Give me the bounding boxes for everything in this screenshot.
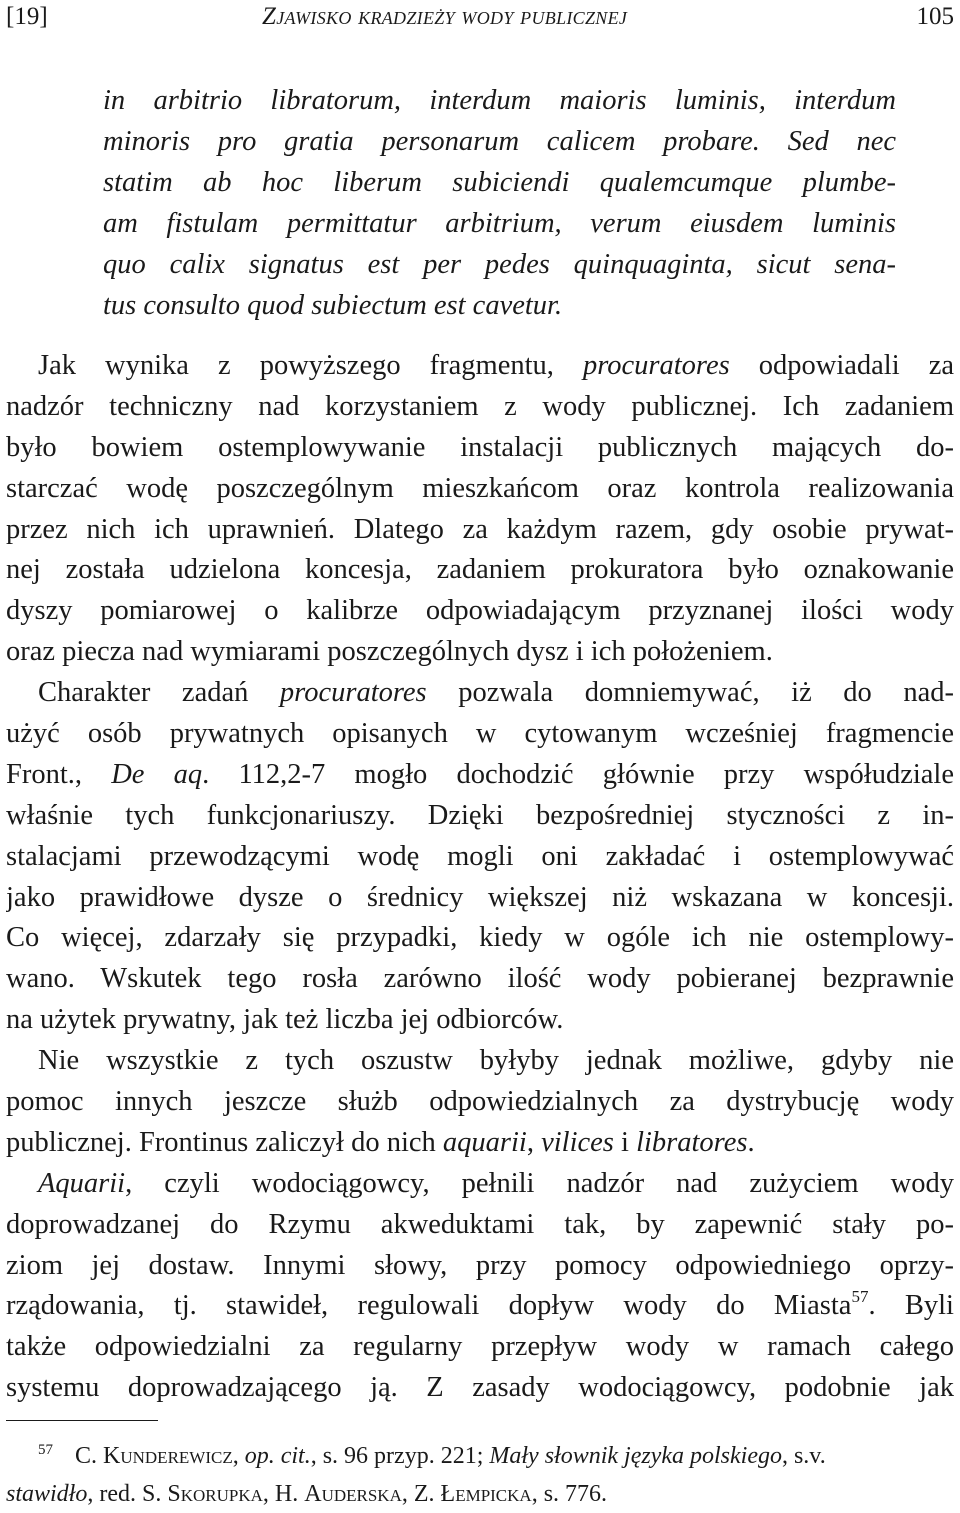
body-line: nadzór techniczny nad korzystaniem z wody publicznej. Ich zadaniem bbox=[6, 390, 954, 422]
quote-line: am fistulam permittatur arbitrium, verum eiusdem luminis bbox=[103, 208, 896, 239]
text-run: pozwala domniemywać, iż do nad- bbox=[426, 677, 954, 709]
running-header bbox=[6, 0, 954, 34]
body-line: ziom jej dostaw. Innymi słowy, przy pomocy odpowiedniego oprzy- bbox=[6, 1249, 954, 1281]
body-line bbox=[6, 1286, 954, 1327]
footnote-number: 57 bbox=[38, 1442, 53, 1458]
book-title: Mały słownik języka polskiego bbox=[489, 1443, 782, 1469]
text-run: odpowiadali za bbox=[729, 350, 954, 381]
running-title: Zjawisko kradzieży wody publicznej bbox=[262, 3, 628, 30]
text-run: , s. 96 przyp. 221; bbox=[310, 1443, 490, 1469]
body-line: jako prawidłowe dysze o średnicy większej niż wskazana w koncesji. bbox=[6, 881, 954, 913]
body-line: oraz piecza nad wymiarami poszczególnych dysz i ich położeniem. bbox=[6, 636, 773, 668]
quote-line: statim ab hoc liberum subiciendi qualemcumque plumbe- bbox=[103, 167, 896, 198]
body-line bbox=[6, 346, 954, 387]
author-name: Łempicka bbox=[440, 1481, 532, 1507]
body-line bbox=[6, 755, 954, 796]
text-run: , czyli wodociągowcy, pełnili nadzór nad zużyciem wody bbox=[125, 1167, 954, 1199]
italic-term: aquarii bbox=[442, 1126, 527, 1158]
italic-term: vilices bbox=[541, 1126, 614, 1158]
author-name: Skorupka bbox=[167, 1481, 263, 1507]
footnotes bbox=[6, 1437, 954, 1513]
footnote-line bbox=[6, 1437, 954, 1475]
italic-term: Aquarii bbox=[38, 1167, 126, 1199]
body-line: właśnie tych funkcjonariuszy. Dzięki bezpośredniej styczności z in- bbox=[6, 799, 954, 831]
footnote-line bbox=[6, 1475, 954, 1513]
italic-term: procuratores bbox=[582, 350, 730, 381]
footnote-reference[interactable]: 57 bbox=[851, 1287, 869, 1307]
body-line: starczać wodę poszczególnym mieszkańcom oraz kontrola realizowania bbox=[6, 472, 954, 504]
body-line: było bowiem ostemplowywanie instalacji publicznych mających do- bbox=[6, 431, 954, 463]
text-run: rządowania, tj. stawideł, regulowali dopływ wody do Miasta bbox=[6, 1290, 852, 1322]
italic-term: De aq bbox=[111, 758, 203, 790]
body-line: systemu doprowadzającego ją. Z zasady wodociągowcy, podobnie jak bbox=[6, 1372, 954, 1404]
text-run: , s.v. bbox=[781, 1443, 826, 1469]
footnote-separator bbox=[6, 1420, 158, 1421]
text-run: i bbox=[613, 1126, 637, 1158]
text-run: , red. S. bbox=[87, 1481, 168, 1507]
body-line bbox=[6, 1164, 954, 1205]
text-run: . 112,2-7 mogło dochodzić głównie przy współudziale bbox=[202, 758, 954, 790]
body-line: doprowadzanej do Rzymu akweduktami tak, by zapewnić stały po- bbox=[6, 1208, 954, 1240]
page-number: 105 bbox=[916, 3, 954, 30]
text-run: publicznej. Frontinus zaliczył do nich bbox=[6, 1126, 443, 1158]
body-line: dyszy pomiarowej o kalibrze odpowiadającym przyznanej ilości wody bbox=[6, 595, 954, 627]
text-run: , bbox=[232, 1443, 245, 1469]
body-line: stalacjami przewodzącymi wodę mogli oni zakładać i ostemplowywać bbox=[6, 840, 954, 872]
text-run: . Byli bbox=[868, 1290, 954, 1322]
text-run: Charakter zadań bbox=[38, 677, 280, 709]
quote-line: tus consulto quod subiectum est cavetur. bbox=[103, 290, 563, 321]
italic-term: stawidło bbox=[6, 1481, 88, 1507]
latin-quotation bbox=[103, 80, 896, 326]
body-text bbox=[6, 346, 954, 1409]
body-line: Nie wszystkie z tych oszustw byłyby jednak możliwe, gdyby nie bbox=[38, 1045, 954, 1077]
text-run: , bbox=[526, 1126, 542, 1158]
quote-line: in arbitrio libratorum, interdum maioris luminis, interdum bbox=[103, 85, 896, 116]
text-run: , Z. bbox=[401, 1481, 441, 1507]
section-number: [19] bbox=[6, 3, 48, 30]
body-line: nej została udzielona koncesja, zadaniem prokuratora było oznakowanie bbox=[6, 554, 954, 586]
text-run: , s. 776. bbox=[531, 1481, 608, 1507]
text-run: , H. bbox=[262, 1481, 305, 1507]
body-line: użyć osób prywatnych opisanych w cytowanym wcześniej fragmencie bbox=[6, 718, 954, 750]
quote-line: quo calix signatus est per pedes quinquaginta, sicut sena- bbox=[103, 249, 896, 280]
body-line bbox=[6, 673, 954, 714]
body-line: pomoc innych jeszcze służb odpowiedzialnych za dystrybucję wody bbox=[6, 1086, 954, 1118]
body-line: Co więcej, zdarzały się przypadki, kiedy w ogóle ich nie ostemplowy- bbox=[6, 922, 954, 954]
body-line: wano. Wskutek tego rosła zarówno ilość wody pobieranej bezprawnie bbox=[6, 963, 954, 995]
author-name: Auderska bbox=[304, 1481, 402, 1507]
text-run: Front., bbox=[6, 758, 112, 790]
quote-line: minoris pro gratia personarum calicem probare. Sed nec bbox=[103, 126, 896, 157]
italic-term: libratores bbox=[636, 1126, 748, 1158]
body-line: także odpowiedzialni za regularny przepływ wody w ramach całego bbox=[6, 1331, 954, 1363]
author-name: Kunderewicz bbox=[103, 1443, 233, 1469]
body-line bbox=[6, 1123, 954, 1164]
text-run: Jak wynika z powyższego fragmentu, bbox=[38, 350, 583, 381]
italic-term: op. cit. bbox=[244, 1443, 311, 1469]
body-line: na użytek prywatny, jak też liczba jej odbiorców. bbox=[6, 1004, 564, 1036]
body-line: przez nich ich uprawnień. Dlatego za każdym razem, gdy osobie prywat- bbox=[6, 513, 954, 545]
italic-term: procuratores bbox=[279, 677, 427, 709]
text-run: . bbox=[747, 1126, 755, 1158]
text-run: C. bbox=[75, 1443, 104, 1469]
